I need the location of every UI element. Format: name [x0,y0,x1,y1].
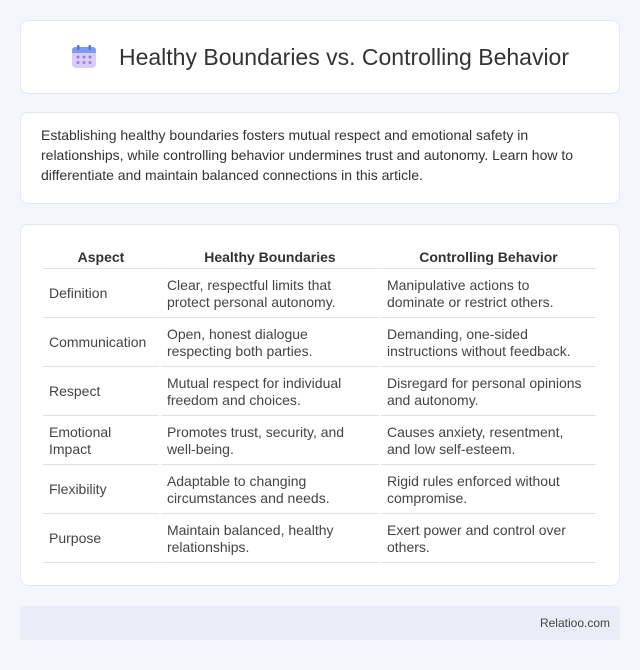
healthy-cell: Open, honest dialogue respecting both parties. [161,318,379,367]
page-title: Healthy Boundaries vs. Controlling Behavior [118,43,570,70]
header [71,44,569,71]
intro-card [20,112,620,204]
table-row [43,514,596,563]
aspect-cell: Definition [43,269,159,318]
healthy-cell: Adaptable to changing circumstances and needs. [161,465,379,514]
controlling-cell: Exert power and control over others. [381,514,596,563]
intro-text: Establishing healthy boundaries fosters mutual respect and emotional safety in relationships, while controlling behavior undermines trust and autonomy. Learn how to differentiate and maintain balanced connections in this article. [41,127,574,183]
controlling-cell: Manipulative actions to dominate or restrict others. [381,269,596,318]
table-row [43,465,596,514]
column-header-aspect: Aspect [43,239,159,269]
healthy-cell: Maintain balanced, healthy relationships. [161,514,379,563]
table-row [43,269,596,318]
controlling-cell: Causes anxiety, resentment, and low self-esteem. [381,416,596,465]
comparison-table [41,239,598,563]
column-header-controlling: Controlling Behavior [381,239,596,269]
table-row [43,416,596,465]
footer [20,606,620,640]
aspect-cell: Emotional Impact [43,416,159,465]
controlling-cell: Disregard for personal opinions and autonomy. [381,367,596,416]
aspect-cell: Respect [43,367,159,416]
controlling-cell: Demanding, one-sided instructions without feedback. [381,318,596,367]
column-header-healthy: Healthy Boundaries [161,239,379,269]
healthy-cell: Mutual respect for individual freedom and choices. [161,367,379,416]
footer-brand: Relatioo.com [539,616,610,630]
healthy-cell: Promotes trust, security, and well-being. [161,416,379,465]
calendar-icon [71,45,97,69]
header-card [20,20,620,94]
comparison-card [20,224,620,586]
table-row [43,318,596,367]
controlling-cell: Rigid rules enforced without compromise. [381,465,596,514]
aspect-cell: Communication [43,318,159,367]
table-header-row [43,239,596,269]
aspect-cell: Flexibility [43,465,159,514]
aspect-cell: Purpose [43,514,159,563]
healthy-cell: Clear, respectful limits that protect personal autonomy. [161,269,379,318]
table-row [43,367,596,416]
